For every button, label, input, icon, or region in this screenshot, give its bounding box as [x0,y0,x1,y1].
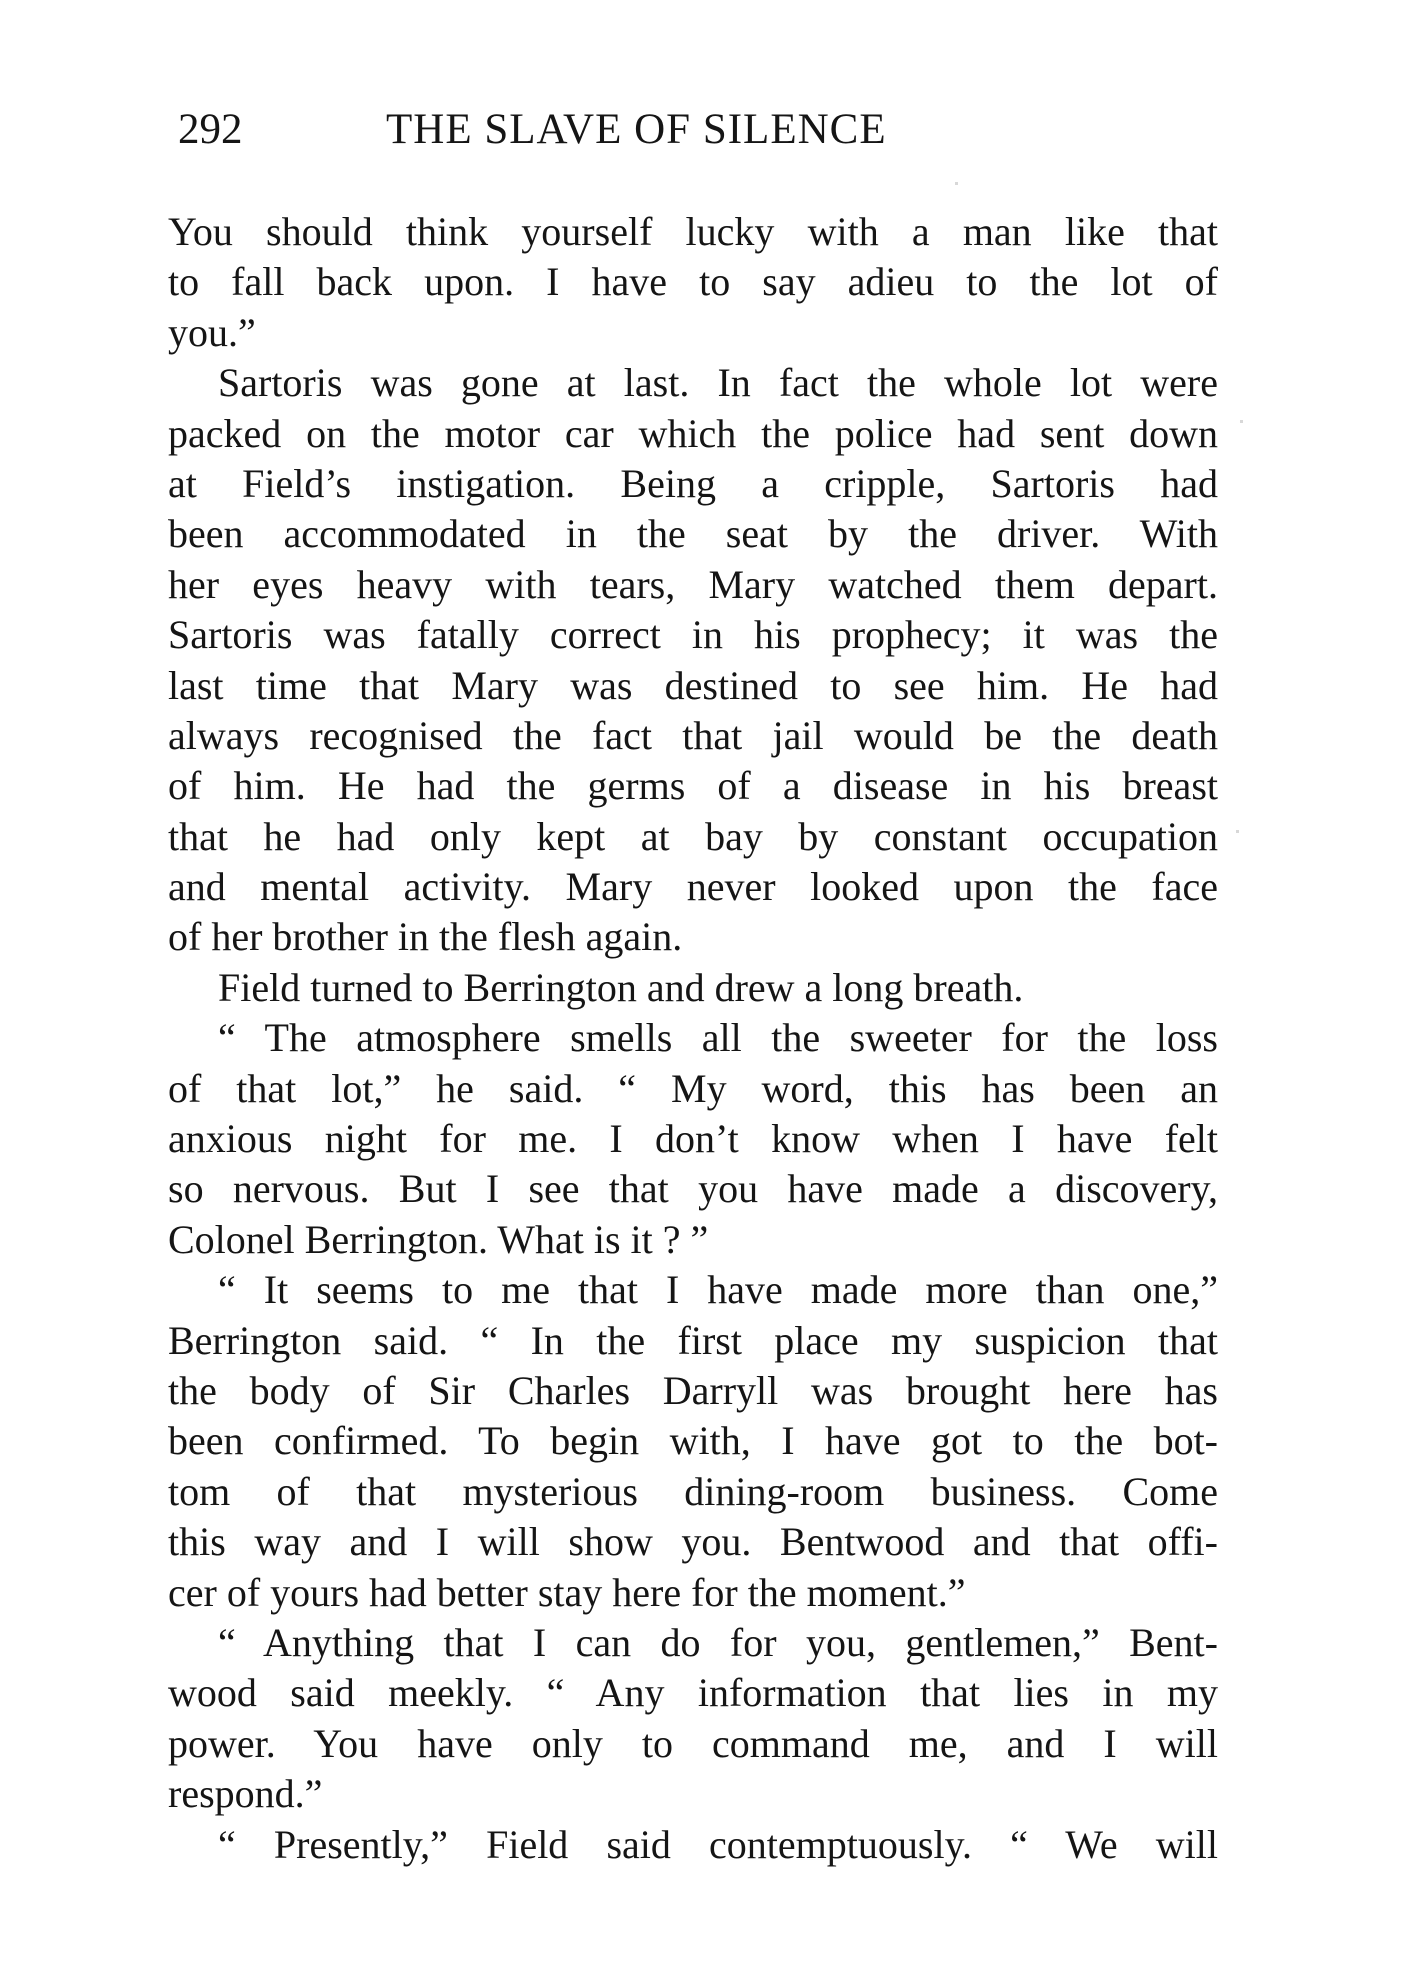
scan-speck [955,182,958,185]
text-line: respond.” [168,1771,323,1817]
text-line: you.” [168,309,256,355]
text-line: Berrington said. “ In the first place my suspicion that [168,1317,1218,1363]
text-line: of that lot,” he said. “ My word, this has been an [168,1065,1218,1111]
text-line: that he had only kept at bay by constant occupation [168,813,1218,859]
text-line: packed on the motor car which the police had sent down [168,410,1218,456]
text-line: the body of Sir Charles Darryll was brought here has [168,1367,1218,1413]
text-line: “ Anything that I can do for you, gentlemen,” Bent- [218,1619,1218,1665]
text-line: Field turned to Berrington and drew a long breath. [218,964,1024,1010]
text-line: her eyes heavy with tears, Mary watched them depart. [168,561,1218,607]
text-line: at Field’s instigation. Being a cripple, Sartoris had [168,460,1218,506]
text-line: Colonel Berrington. What is it ? ” [168,1216,709,1262]
text-line: power. You have only to command me, and I will [168,1720,1218,1766]
text-line: so nervous. But I see that you have made a discovery, [168,1166,1218,1212]
text-line: of her brother in the flesh again. [168,914,683,960]
text-line: of him. He had the germs of a disease in his breast [168,763,1218,809]
body-text [168,207,1218,1870]
scan-speck [1236,830,1239,833]
text-line: wood said meekly. “ Any information that lies in my [168,1670,1218,1716]
page-number: 292 [178,106,243,153]
text-line: and mental activity. Mary never looked upon the face [168,864,1218,910]
text-line: “ It seems to me that I have made more than one,” [218,1267,1218,1313]
text-line: “ Presently,” Field said contemptuously. “ We will [218,1821,1218,1867]
text-line: been confirmed. To begin with, I have got to the bot- [168,1418,1218,1464]
text-line: Sartoris was gone at last. In fact the whole lot were [218,360,1218,406]
running-title: THE SLAVE OF SILENCE [386,106,887,153]
text-line: cer of yours had better stay here for the moment.” [168,1569,966,1615]
text-line: always recognised the fact that jail would be the death [168,712,1218,758]
text-line: to fall back upon. I have to say adieu to the lot of [168,259,1218,305]
text-line: Sartoris was fatally correct in his prophecy; it was the [168,612,1218,658]
text-line: this way and I will show you. Bentwood and that offi- [168,1519,1218,1565]
text-line: been accommodated in the seat by the driver. With [168,511,1218,557]
scan-speck [1240,420,1243,423]
text-line: last time that Mary was destined to see him. He had [168,662,1218,708]
page-header [178,100,1218,160]
text-line: You should think yourself lucky with a man like that [168,209,1218,254]
text-line: “ The atmosphere smells all the sweeter for the loss [218,1015,1218,1061]
text-line: tom of that mysterious dining-room business. Come [168,1468,1218,1514]
text-line: anxious night for me. I don’t know when I have felt [168,1116,1218,1162]
